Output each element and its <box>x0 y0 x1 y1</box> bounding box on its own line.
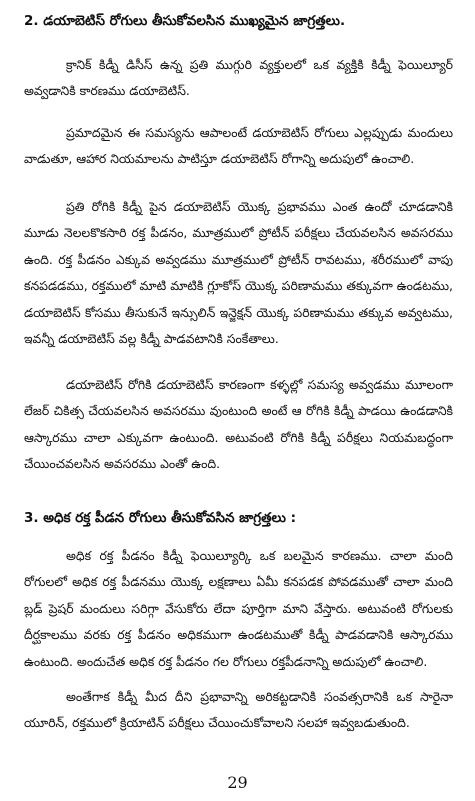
paragraph-control-diabetes: ప్రమాదమైన ఈ సమస్యను ఆపాలంటే డయాబెటిస్ రోగులు ఎల్లప్పుడు మందులు వాడుతూ, ఆహార నియమాలను పాటిస్తూ డయాబెటిస్ రోగాన్ని అదుపులో ఉంచాలి. <box>24 125 453 167</box>
section-3-heading: 3. అధిక రక్త పీడన రోగులు తీసుకోవసిన జాగ్రత్తలు : <box>24 510 297 526</box>
section-2-heading: 2. డయాబెటిస్ రోగులు తీసుకోవలసిన ముఖ్యమైన జాగ్రత్తలు. <box>24 13 346 29</box>
paragraph-eye-laser: డయాబెటిస్ రోగికి డయాబెటిస్ కారణంగా కళ్ళల్లో సమస్య అవ్వడము మూలంగా లేజర్ చికిత్స చేయవలసిన అవసరము వుంటుంది అంటే ఆ రోగికి కిడ్నీ పాడయి ఉండడానికి ఆస్కారము చాలా ఎక్కువగా ఉంటుంది. అటువంటి రోగికి కిడ్నీ పరీక్షలు నియమబద్ధంగా చేయించవలసిన అవసరము ఎంతో ఉంది. <box>24 377 453 472</box>
paragraph-high-bp: అధిక రక్త పీడనం కిడ్నీ ఫెయిల్యూర్కి ఒక బలమైన కారణము. చాలా మంది రోగులలో అధిక రక్త పీడనము యొక్క లక్షణాలు ఏమీ కనపడక పోవడముతో చాలా మంది బ్లడ్ ప్రెషర్ మందులు సరిగ్గా వేసుకోరు లేదా పూర్తిగా మాని వేస్తారు. అటువంటి రోగులకు దీర్ఘకాలము వరకు రక్త పీడనం అధికముగా ఉండటముతో కిడ్నీ పాడవడానికి ఆస్కారము ఉంటుంది. అందుచేత అధిక రక్త పీడనం గల రోగులు రక్తపీడనాన్ని అదుపులో ఉంచాలి. <box>24 548 453 669</box>
paragraph-annual-tests: అంతేగాక కిడ్నీ మీద దీని ప్రభావాన్ని అరికట్టడానికి సంవత్సరానికి ఒక సారైనా యూరిన్, రక్తములో క్రియాటిన్ పరీక్షలు చేయించుకోవాలని సలహా ఇవ్వబడుతుంది. <box>24 689 453 731</box>
page-number: 29 <box>227 773 248 792</box>
paragraph-ckd-cause: క్రానిక్ కిడ్నీ డిసీస్ ఉన్న ప్రతి ముగ్గురి వ్యక్తులలో ఒక వ్యక్తికి కిడ్నీ ఫెయిల్యూర్ అవ్వడానికి కారణము డయాబెటిస్. <box>24 57 453 99</box>
paragraph-kidney-tests: ప్రతి రోగికి కిడ్నీ పైన డయాబెటిస్ యొక్క ప్రభావము ఎంత ఉందో చూడడానికి మూడు నెలలకొకసారి రక్త పీడనం, మూత్రములో ప్రోటీన్ పరీక్షలు చేయవలసిన అవసరము ఉంది. రక్త పీడనం ఎక్కువ అవ్వడము మూత్రములో ప్రోటీన్ రావటము, శరీరములో వాపు కనపడడము, రక్తములో మాటి మాటికి గ్లూకోస్ యొక్క పరిణామము తక్కువగా ఉండటము, డయాబెటిస్ కోసము తీసుకునే ఇన్సులిన్ ఇన్జెక్షన్ యొక్క పరిణామము తక్కువ అవ్వటము, ఇవన్నీ డయాబెటిస్ వల్ల కిడ్నీ పాడవటానికి సంకేతాలు. <box>24 199 453 347</box>
